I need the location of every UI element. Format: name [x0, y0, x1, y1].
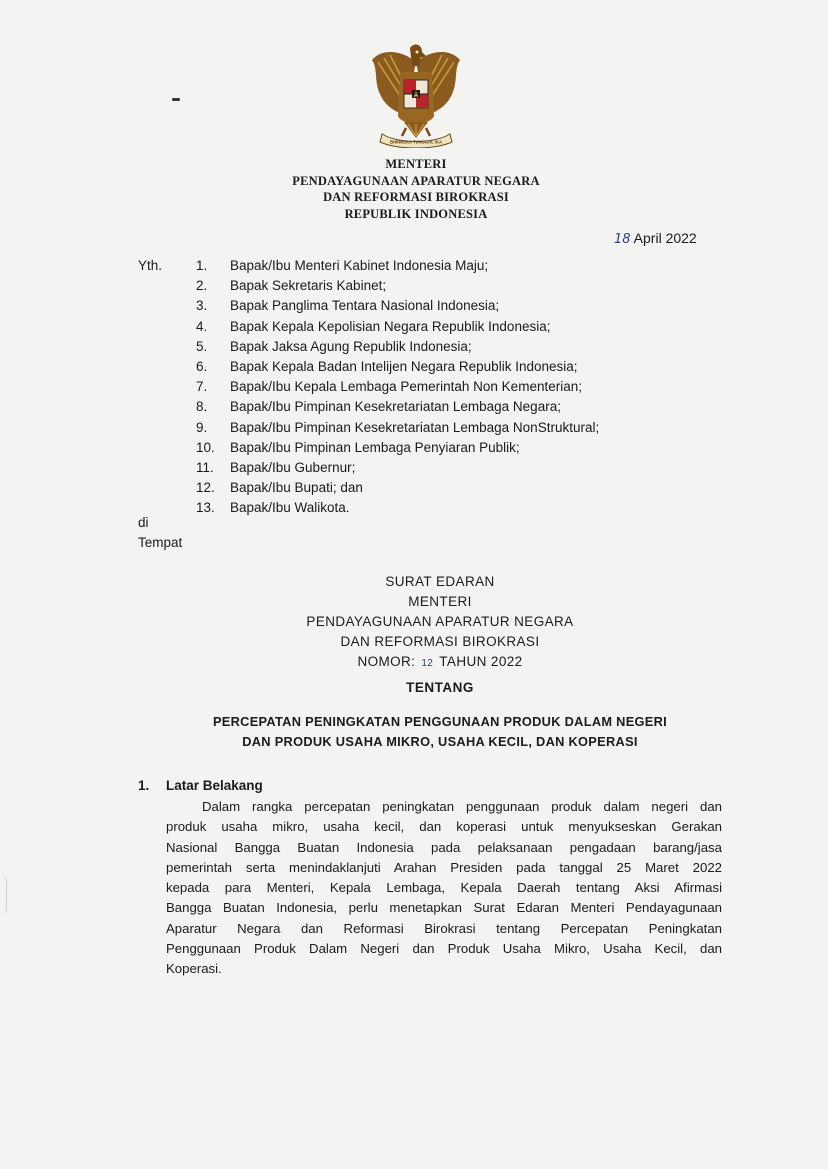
list-item-number: 12.	[196, 480, 215, 496]
paragraph-line: Nasional Bangga Buatan Indonesia pada pelaksanaan pengadaan barang/jasa	[166, 839, 722, 855]
section-heading	[138, 778, 263, 793]
emblem-ribbon-text: BHINNEKA TUNGGAL IKA	[389, 139, 443, 145]
list-item-text: Bapak/Ibu Kepala Lembaga Pemerintah Non Kementerian;	[230, 379, 582, 395]
letterhead	[214, 156, 618, 222]
circular-title	[140, 712, 740, 752]
list-item	[196, 478, 599, 498]
paragraph-line: Koperasi.	[166, 961, 222, 977]
list-item-number: 13.	[196, 500, 215, 516]
section-number: 1.	[138, 778, 150, 793]
section-paragraph	[166, 797, 722, 980]
list-item-text: Bapak/Ibu Pimpinan Lembaga Penyiaran Publik;	[230, 439, 520, 455]
addressee-di: di	[138, 515, 149, 530]
paragraph-line: pemerintah serta menindaklanjuti Arahan Presiden pada tanggal 25 Maret 2022	[166, 859, 722, 875]
circular-heading-line: DAN REFORMASI BIROKRASI	[340, 634, 540, 649]
circular-title-line: PERCEPATAN PENINGKATAN PENGGUNAAN PRODUK DALAM NEGERI	[212, 714, 668, 729]
addressee-tempat: Tempat	[138, 535, 183, 550]
letterhead-line: PENDAYAGUNAAN APARATUR NEGARA	[292, 173, 540, 188]
list-item-text: Bapak/Ibu Menteri Kabinet Indonesia Maju;	[230, 258, 489, 273]
circular-heading-line: PENDAYAGUNAAN APARATUR NEGARA	[306, 614, 574, 629]
tahun-label: TAHUN 2022	[439, 654, 523, 669]
date-month-year: April 2022	[633, 230, 697, 246]
list-item-text: Bapak/Ibu Gubernur;	[230, 459, 356, 475]
list-item-text: Bapak Jaksa Agung Republik Indonesia;	[230, 338, 472, 354]
list-item	[196, 418, 599, 438]
letterhead-line: MENTERI	[385, 157, 447, 171]
list-item-text: Bapak Panglima Tentara Nasional Indonesia;	[230, 298, 500, 314]
list-item-text: Bapak Sekretaris Kabinet;	[230, 278, 387, 294]
list-item	[196, 397, 599, 417]
list-item-number: 9.	[196, 419, 208, 435]
list-item-number: 2.	[196, 278, 208, 294]
recipient-list	[196, 256, 599, 518]
list-item	[196, 438, 599, 458]
list-item-text: Bapak Kepala Badan Intelijen Negara Republik Indonesia;	[230, 358, 578, 374]
list-item-number: 6.	[196, 358, 208, 374]
list-item	[196, 377, 599, 397]
binder-hole-mark	[0, 875, 7, 915]
list-item	[196, 458, 599, 478]
list-item-text: Bapak/Ibu Bupati; dan	[230, 480, 363, 496]
letterhead-line: DAN REFORMASI BIROKRASI	[323, 190, 509, 204]
list-item	[196, 256, 599, 276]
paragraph-line: Penggunaan Produk Dalam Negeri dan Produk Usaha Mikro, Usaha Kecil, dan	[166, 941, 722, 957]
nomor-label: NOMOR:	[357, 654, 416, 669]
garuda-emblem-icon	[364, 42, 468, 148]
list-item-number: 4.	[196, 318, 208, 334]
circular-heading	[214, 572, 666, 674]
paragraph-line: produk usaha mikro, usaha kecil, dan koperasi untuk menyukseskan Gerakan	[166, 819, 722, 835]
date-day: 18	[614, 232, 631, 247]
list-item-number: 5.	[196, 338, 208, 354]
paragraph-line: kepada para Menteri, Kepala Lembaga, Kepala Daerah tentang Aksi Afirmasi	[166, 880, 722, 896]
list-item	[196, 357, 599, 377]
circular-number	[214, 652, 666, 674]
paragraph-line: Aparatur Negara dan Reformasi Birokrasi tentang Percepatan Peningkatan	[166, 920, 722, 936]
list-item-number: 11.	[196, 459, 214, 475]
letterhead-line: REPUBLIK INDONESIA	[344, 206, 488, 221]
paragraph-line: Dalam rangka percepatan peningkatan penggunaan produk dalam negeri dan	[202, 799, 722, 814]
letter-date	[614, 230, 697, 247]
circular-heading-line: SURAT EDARAN	[385, 574, 495, 589]
list-item	[196, 317, 599, 337]
list-item	[196, 276, 599, 296]
list-item-number: 1.	[196, 258, 208, 273]
list-item-text: Bapak/Ibu Walikota.	[230, 500, 350, 516]
list-item-number: 8.	[196, 399, 208, 415]
list-item	[196, 498, 599, 518]
tentang-heading: TENTANG	[406, 680, 474, 695]
scan-speck	[172, 98, 180, 101]
paragraph-line: Bangga Buatan Indonesia, perlu menetapkan Surat Edaran Menteri Pendayagunaan	[166, 900, 722, 916]
list-item-number: 3.	[196, 298, 208, 314]
nomor-value: 12	[421, 658, 434, 669]
circular-title-line: DAN PRODUK USAHA MIKRO, USAHA KECIL, DAN KOPERASI	[242, 734, 638, 749]
list-item-text: Bapak/Ibu Pimpinan Kesekretariatan Lembaga NonStruktural;	[230, 419, 600, 435]
list-item	[196, 337, 599, 357]
section-title: Latar Belakang	[166, 778, 263, 793]
list-item-number: 7.	[196, 379, 208, 395]
list-item-text: Bapak Kepala Kepolisian Negara Republik Indonesia;	[230, 318, 551, 334]
list-item	[196, 296, 599, 316]
list-item-text: Bapak/Ibu Pimpinan Kesekretariatan Lembaga Negara;	[230, 399, 561, 415]
addressee-label: Yth.	[138, 258, 163, 273]
circular-heading-line: MENTERI	[408, 594, 472, 609]
list-item-number: 10.	[196, 439, 215, 455]
